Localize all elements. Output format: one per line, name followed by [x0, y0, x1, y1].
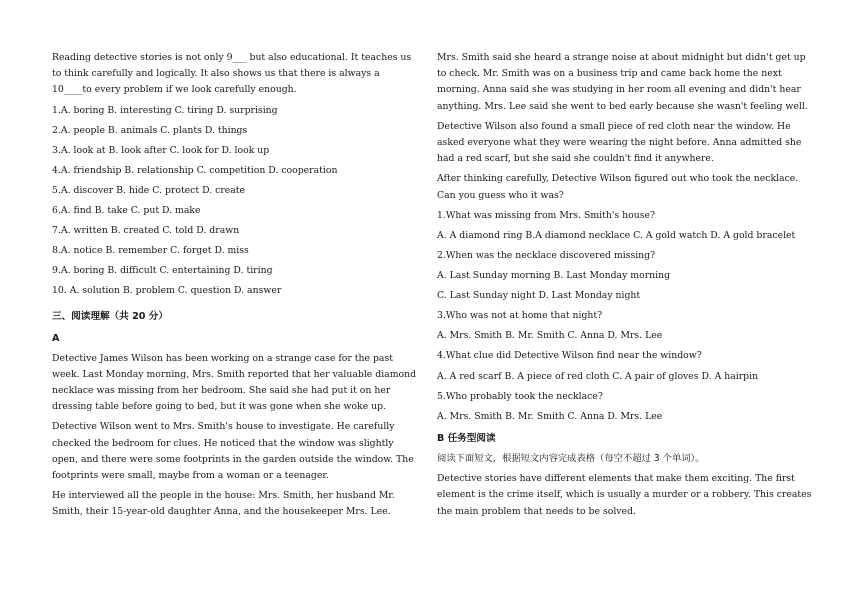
question-2: 2.When was the necklace discovered missing? [437, 250, 656, 262]
cloze-option-5: 5.A. discover B. hide C. protect D. create [52, 184, 246, 196]
passage-paragraph: He interviewed all the people in the house: Mrs. Smith, her husband Mr. Smith, their 15-year-old daughter Anna, and the housekeeper Mrs. Lee. [52, 490, 395, 518]
cloze-option-10: 10. A. solution B. problem C. question D. answer [52, 285, 282, 297]
question-2-options-cd: C. Last Sunday night D. Last Monday night [437, 290, 641, 302]
question-4-options: A. A red scarf B. A piece of red cloth C. A pair of gloves D. A hairpin [437, 370, 759, 382]
left-column [52, 50, 422, 525]
cloze-option-8: 8.A. notice B. remember C. forget D. miss [52, 245, 249, 257]
question-3-options: A. Mrs. Smith B. Mr. Smith C. Anna D. Mrs. Lee [437, 330, 663, 342]
cloze-option-3: 3.A. look at B. look after C. look for D. look up [52, 144, 270, 156]
cloze-intro-paragraph: Reading detective stories is not only 9___ but also educational. It teaches us to think carefully and logically. It also shows us that there is always a 10____to every problem if we look carefully enough. [52, 52, 412, 96]
cloze-option-4: 4.A. friendship B. relationship C. competition D. cooperation [52, 164, 338, 176]
section-b-title: B 任务型阅读 [437, 432, 496, 444]
question-5-options: A. Mrs. Smith B. Mr. Smith C. Anna D. Mrs. Lee [437, 410, 663, 422]
section-title-reading: 三、阅读理解（共 20 分） [52, 310, 168, 322]
passage-paragraph: Detective Wilson also found a small piece of red cloth near the window. He asked everyone what they were wearing the night before. Anna admitted she had a red scarf, but she said she couldn't find it anywhere. [437, 120, 802, 165]
question-1: 1.What was missing from Mrs. Smith's house? [437, 209, 655, 221]
question-4: 4.What clue did Detective Wilson find near the window? [437, 350, 702, 362]
section-b-paragraph: Detective stories have different elements that make them exciting. The first element is the crime itself, which is usually a murder or a robbery. This creates the main problem that needs to be solved. [437, 473, 812, 517]
right-column [437, 50, 815, 524]
section-b-instruction: 阅读下面短文，根据短文内容完成表格（每空不超过 3 个单词）。 [437, 452, 705, 464]
cloze-option-7: 7.A. written B. created C. told D. drawn [52, 225, 240, 237]
cloze-option-6: 6.A. find B. take C. put D. make [52, 205, 201, 217]
passage-paragraph: After thinking carefully, Detective Wilson figured out who took the necklace. Can you guess who it was? [437, 173, 799, 201]
question-2-options-ab: A. Last Sunday morning B. Last Monday morning [437, 270, 671, 282]
cloze-option-1: 1.A. boring B. interesting C. tiring D. surprising [52, 104, 278, 116]
question-5: 5.Who probably took the necklace? [437, 390, 603, 402]
passage-label-a: A [52, 332, 60, 344]
cloze-option-2: 2.A. people B. animals C. plants D. things [52, 124, 248, 136]
cloze-option-9: 9.A. boring B. difficult C. entertaining D. tiring [52, 265, 273, 277]
question-1-options: A. A diamond ring B.A diamond necklace C. A gold watch D. A gold bracelet [437, 229, 796, 241]
question-3: 3.Who was not at home that night? [437, 310, 603, 322]
passage-paragraph: Mrs. Smith said she heard a strange noise at about midnight but didn't get up to check. Mr. Smith was on a business trip and came back home the next morning. Anna said she was studying in her room all evening and didn't hear anything. Mrs. Lee said she went to bed early because she wasn't feeling well. [437, 52, 808, 112]
passage-paragraph: Detective James Wilson has been working on a strange case for the past week. Last Monday morning, Mrs. Smith reported that her valuable diamond necklace was missing from her bedroom. She said she had put it on her dressing table before going to bed, but it was gone when she woke up. [52, 352, 417, 413]
passage-paragraph: Detective Wilson went to Mrs. Smith's house to investigate. He carefully checked the bedroom for clues. He noticed that the window was slightly open, and there were some footprints in the garden outside the window. The footprints were small, maybe from a woman or a teenager. [52, 421, 414, 482]
